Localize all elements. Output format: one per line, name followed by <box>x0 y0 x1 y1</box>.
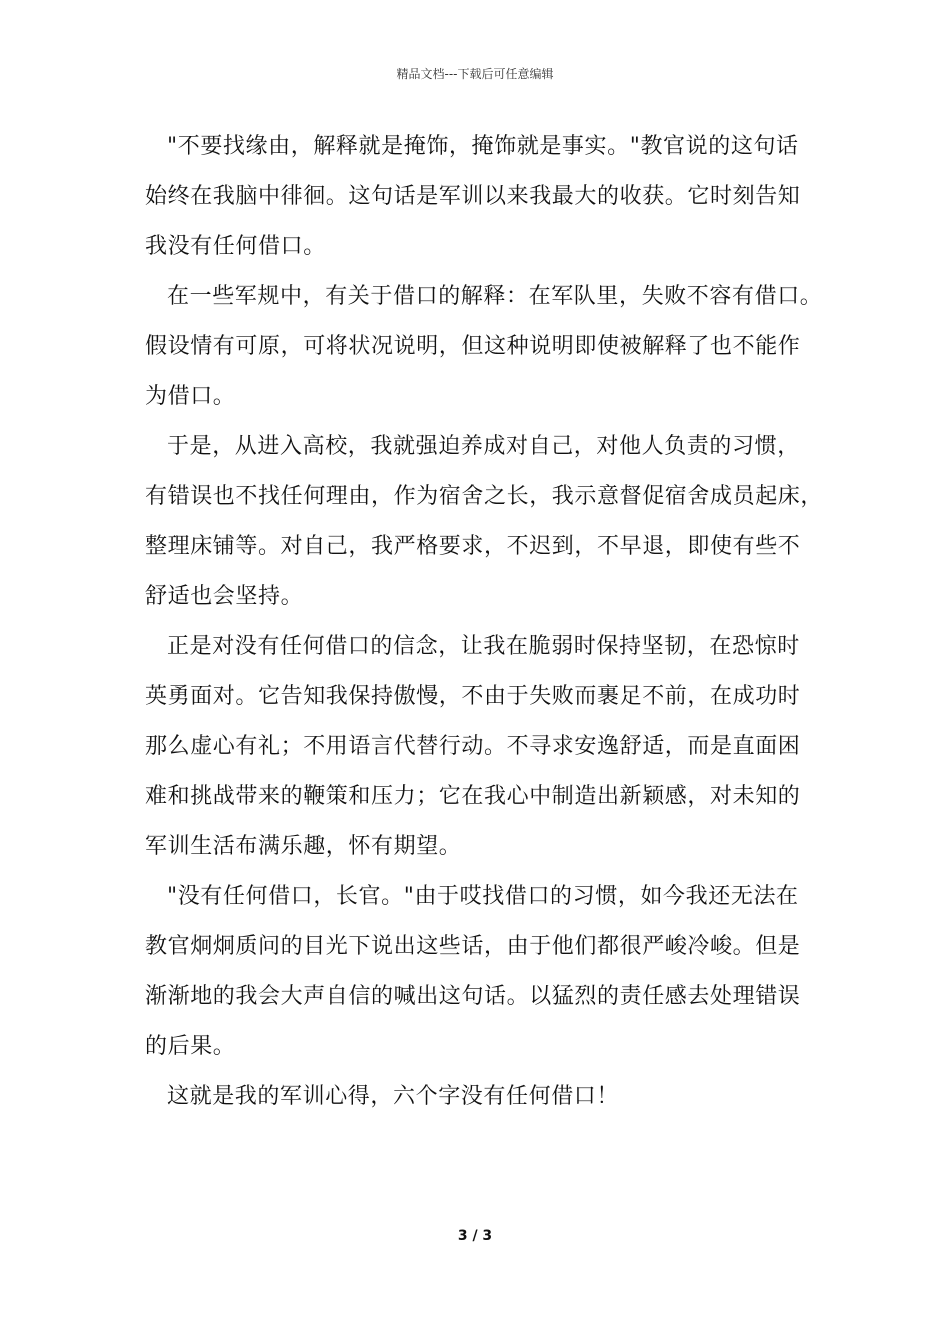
text-line: 那么虚心有礼；不用语言代替行动。不寻求安逸舒适，而是直面困 <box>145 734 801 759</box>
text-line: 我没有任何借口。 <box>145 234 326 259</box>
text-line: 渐渐地的我会大声自信的喊出这句话。以猛烈的责任感去处理错误 <box>145 984 801 1009</box>
text-line: 这就是我的军训心得，六个字没有任何借口！ <box>167 1084 620 1109</box>
text-line: 的后果。 <box>145 1034 236 1059</box>
paragraph-5 <box>145 872 810 1072</box>
text-line: 假设情有可原，可将状况说明，但这种说明即使被解释了也不能作 <box>145 334 801 359</box>
page-header: 精品文档---下载后可任意编辑 <box>396 67 554 81</box>
paragraph-6 <box>145 1072 810 1122</box>
text-line: 正是对没有任何借口的信念，让我在脆弱时保持坚韧，在恐惊时 <box>167 634 800 659</box>
text-line: 在一些军规中，有关于借口的解释：在军队里，失败不容有借口。 <box>167 284 823 309</box>
text-line: 始终在我脑中徘徊。这句话是军训以来我最大的收获。它时刻告知 <box>145 184 801 209</box>
text-line: 舒适也会坚持。 <box>145 584 304 609</box>
text-line: 英勇面对。它告知我保持傲慢，不由于失败而裹足不前，在成功时 <box>145 684 801 709</box>
text-line: "不要找缘由，解释就是掩饰，掩饰就是事实。"教官说的这句话 <box>167 134 799 159</box>
text-line: 为借口。 <box>145 384 236 409</box>
paragraph-2 <box>145 272 823 422</box>
paragraph-1 <box>145 122 810 272</box>
text-line: 军训生活布满乐趣，怀有期望。 <box>145 834 462 859</box>
paragraph-3 <box>145 422 824 622</box>
page-number: 3 / 3 <box>457 1228 493 1244</box>
text-line: "没有任何借口，长官。"由于哎找借口的习惯，如今我还无法在 <box>167 884 799 909</box>
text-line: 整理床铺等。对自己，我严格要求，不迟到，不早退，即使有些不 <box>145 534 801 559</box>
text-line: 难和挑战带来的鞭策和压力；它在我心中制造出新颖感，对未知的 <box>145 784 801 809</box>
text-line: 于是，从进入高校，我就强迫养成对自己，对他人负责的习惯， <box>167 434 800 459</box>
text-line: 教官炯炯质问的目光下说出这些话，由于他们都很严峻冷峻。但是 <box>145 934 801 959</box>
document-body <box>145 122 824 1122</box>
text-line: 有错误也不找任何理由，作为宿舍之长，我示意督促宿舍成员起床， <box>145 484 824 509</box>
paragraph-4 <box>145 622 810 872</box>
